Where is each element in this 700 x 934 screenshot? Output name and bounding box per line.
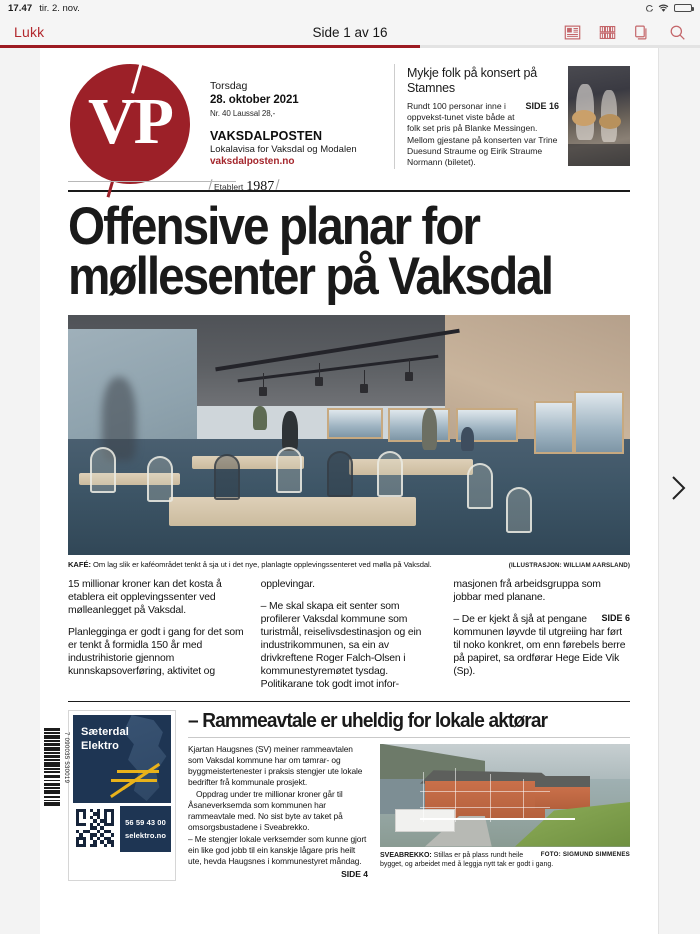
masthead-info: [210, 64, 378, 195]
teaser-page-ref: SIDE 16: [525, 100, 559, 111]
status-bar: [0, 0, 700, 16]
secondary-article-text: Kjartan Haugsnes (SV) meiner rammeavtalen som Vaksdal kommune har om tømrar- og byggmeistertenester i praksis stengjer ute lokale bedrifter frå kommunale prosjekt. Oppdrag under tre millionar kroner går til Åsaneverksemda som kommunen har rammeavtale med. No sist byte av taket på omsorgsbustadene i Sveabrekko. – Me stengjer lokale verksemder som kunne gjort ein like god jobb til ein kanskje lågare pris heilt ute, hevda Haugsnes i kommunestyret måndag. SIDE 4: [188, 743, 368, 880]
battery-icon: [674, 4, 692, 13]
secondary-caption-credit: FOTO: SIGMUND SIMMENES: [540, 850, 630, 858]
advert-contact: [120, 806, 171, 852]
lightning-logo-icon: [105, 761, 171, 795]
main-headline: Offensive planar for møllesenter på Vaksdal: [68, 197, 553, 306]
masthead-subtitle: Lokalavisa for Vaksdal og Modalen: [210, 144, 357, 156]
barcode-number: 7 090035 530019: [63, 732, 69, 784]
vaksdalposten-logo: [70, 64, 190, 184]
bottom-section: [63, 709, 630, 881]
hero-caption-lead: KAFÉ:: [68, 559, 91, 569]
hero-photo: [68, 315, 630, 555]
search-icon[interactable]: [669, 24, 686, 41]
teaser-photo: [568, 66, 630, 166]
secondary-article[interactable]: [188, 710, 630, 881]
barcode: [44, 728, 69, 833]
status-bar-time: 17.47: [8, 2, 33, 14]
secondary-article-figure: [380, 744, 630, 881]
section-divider: [68, 701, 630, 703]
article-column-2: opplevingar. – Me skal skapa eit senter som profilerer Vaksdal kommune som turistmål, reiselivsdestinasjon og ein industrikommunen, sa ein av drivkreftene Roger Falch-Olsen i kommunestyremøtet tysdag. Politikarane tok godt imot infor-: [260, 578, 422, 691]
established-year: 1987: [246, 179, 275, 195]
masthead-weekday: Torsdag: [210, 80, 248, 92]
article-columns: [68, 578, 630, 692]
masthead: [68, 64, 630, 195]
pages-stack-icon[interactable]: [634, 24, 651, 41]
teaser-body: SIDE 16 Rundt 100 personar inne i oppvekst-tunet viste både at folk set pris på Blanke Messingen. Mellom gjestane på konserten var Trine Duesund Straume og Eirik Straume Normann (biletet).: [407, 100, 559, 168]
masthead-date: 28. oktober 2021: [210, 94, 299, 107]
status-bar-indicators: [646, 4, 692, 13]
secondary-article-photo: [380, 744, 630, 847]
thumbnail-grid-icon[interactable]: [599, 24, 616, 41]
qr-code[interactable]: [73, 806, 117, 850]
teaser-headline: Mykje folk på konsert på Stamnes: [407, 66, 537, 95]
advert-phone: 56 59 43 00: [125, 818, 166, 827]
teaser-box[interactable]: [394, 64, 630, 169]
hero-caption-credit: (ILLUSTRASJON: WILLIAM AARSLAND): [508, 561, 630, 569]
advert-website[interactable]: selektro.no: [124, 831, 167, 840]
article-column-3-last: SIDE 6 – De er kjekt å sjå at pengane kommunen løyvde til utgreiing har ført til noko konkret, om enn førebels berre på papiret, sa ordførar Hege Eide Vik (Sp).: [453, 612, 631, 678]
article-column-1: 15 millionar kroner kan det kosta å etablera eit opplevingssenter ved mølleanlegget på Vaksdal. Planlegginga er godt i gang for det som er tenkt å formidla 150 år med industrihistorie gjennom kunnskapsoverføring, aktivitet og: [68, 578, 244, 678]
location-icon: [646, 5, 653, 12]
toolbar-icons: [564, 24, 686, 41]
hero-caption-text: KAFÉ: Om lag slik er kaféområdet tenkt å sja ut i det nye, planlagte opplevingssenteret ved mølla på Vaksdal.: [68, 559, 432, 569]
masthead-url[interactable]: vaksdalposten.no: [210, 156, 295, 168]
secondary-article-page-ref: SIDE 4: [341, 869, 368, 880]
reader-toolbar: [0, 16, 700, 48]
page-indicator: Side 1 av 16: [312, 24, 388, 40]
hero-caption: [68, 560, 630, 569]
left-margin: [0, 48, 40, 934]
secondary-article-caption: FOTO: SIGMUND SIMMENES SVEABREKKO: Stillas er på plass rundt heile bygget, og arbeidet med å leggja nytt tak er godt i gang.: [380, 850, 630, 868]
page-viewport[interactable]: [0, 48, 700, 934]
status-bar-date: tir. 2. nov.: [39, 2, 80, 14]
article-column-3: masjonen frå arbeidsgruppa som jobbar med planane. SIDE 6 – De er kjekt å sjå at pengane kommunen løyvde til utgreiing har ført til noko konkret, om enn førebels berre på papiret, sa ordførar Hege Eide Vik (Sp).: [453, 578, 631, 678]
next-page-arrow-icon[interactable]: [668, 473, 688, 503]
page-layout-icon[interactable]: [564, 24, 581, 41]
advert-name: Sæterdal Elektro: [81, 726, 129, 753]
masthead-issue: Nr. 40 Laussal 28,-: [210, 109, 276, 119]
logo-text: VP: [88, 85, 172, 158]
article-page-ref: SIDE 6: [601, 612, 631, 623]
wifi-icon: [658, 4, 669, 13]
advertisement[interactable]: [68, 710, 176, 881]
advert-banner: [73, 715, 171, 803]
masthead-title: VAKSDALPOSTEN: [210, 129, 323, 144]
close-button[interactable]: Lukk: [14, 24, 45, 40]
newspaper-page: [40, 48, 658, 934]
secondary-caption-lead: SVEABREKKO:: [380, 851, 432, 859]
established-label: Etablert: [214, 182, 244, 193]
secondary-article-headline: – Rammeavtale er uheldig for lokale aktørar: [188, 709, 548, 732]
